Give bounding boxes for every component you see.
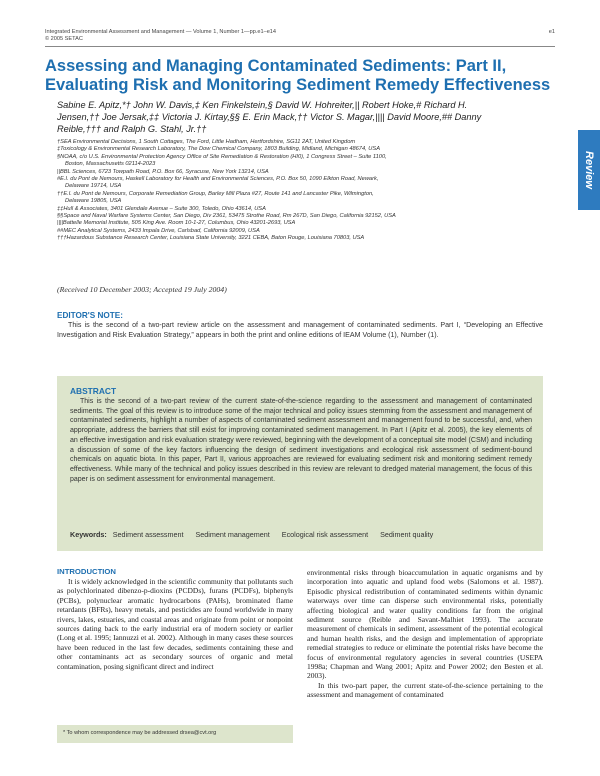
keyword: Ecological risk assessment — [281, 530, 369, 539]
keywords-label: Keywords: — [70, 530, 107, 539]
affiliation: †SEA Environmental Decisions, 1 South Cottages, The Ford, Little Hadham, Hertfordshire, SG11 2AT, United Kingdom — [57, 139, 356, 145]
abstract-heading: ABSTRACT — [70, 386, 117, 396]
body-column-right — [307, 568, 543, 700]
author-list — [57, 100, 537, 135]
affiliation: ||||Battelle Memorial Institute, 505 King Ave. Room 10-1-27, Columbus, Ohio 43201-2693, USA — [57, 220, 296, 227]
affiliation: ‡‡Hull & Associates, 3401 Glendale Avenue – Suite 300, Toledo, Ohio 43614, USA — [57, 205, 266, 212]
review-tab-label: Review — [583, 151, 595, 189]
editors-note-heading: EDITOR'S NOTE: — [57, 311, 123, 320]
affiliation-continued: Delaware 19805, USA — [65, 198, 122, 205]
intro-paragraph: In this two-part paper, the current state-of-the-science pertaining to the assessment and management of contaminated — [307, 680, 543, 700]
keyword: Sediment management — [195, 530, 270, 539]
affiliation: ‡Toxicology & Environmental Research Laboratory, The Dow Chemical Company, 1803 Building, Midland, Michigan 48674, USA — [57, 146, 380, 153]
affiliation: §§Space and Naval Warfare Systems Center, San Diego, Div 2361, 53475 Strothe Road, Rm 267D, San Diego, California 92152, USA — [57, 213, 396, 220]
keyword: Sediment quality — [380, 530, 434, 539]
journal-line: Integrated Environmental Assessment and Management — Volume 1, Number 1—pp.e1–e14 — [45, 29, 277, 35]
author-line-3: Reible,††† and Ralph G. Stahl, Jr.†† — [57, 123, 207, 134]
title-line-2: Evaluating Risk and Monitoring Sediment Remedy Effectiveness — [45, 76, 551, 94]
introduction-heading: INTRODUCTION — [57, 567, 116, 576]
author-line-2: Jensen,†† Joe Jersak,‡‡ Victoria J. Kirtay,§§ E. Erin Mack,†† Victor S. Magar,|||| David Moore,## Danny — [57, 111, 482, 122]
affiliation: §NOAA, c/o U.S. Environmental Protection Agency Office of Site Remediation & Restoration (HI0), 1 Congress Street – Suite 1100, — [57, 153, 387, 160]
body-column-left — [57, 577, 293, 671]
intro-paragraph: It is widely acknowledged in the scientific community that pollutants such as polychlorinated dibenzo-p-dioxins (PCDDs), furans (PCDFs), biphenyls (PCBs), polynuclear aromatic hydrocarbons (PAHs), brominated flame retardants (BFRs), heavy metals, and pesticides are found worldwide in many rivers, lakes, estuaries, and coastal areas and originate from point or nonpoint sources dating back to the early industrial era of modern society or earlier (Long et al. 1995; Iannuzzi et al. 2002). Although in many cases these sources have been reduced in the last few decades, sediments containing these and other contaminants act as secondary sources of organic and metal contamination, posing significant direct and indirect — [57, 577, 293, 671]
author-line-1: Sabine E. Apitz,*† John W. Davis,‡ Ken Finkelstein,§ David W. Hohreiter,|| Robert Hoke,# Richard H. — [57, 100, 468, 110]
affiliation-continued: Boston, Massachusetts 02114-2023 — [65, 161, 156, 168]
copyright: © 2005 SETAC — [45, 36, 83, 42]
keyword: Sediment assessment — [112, 530, 184, 539]
affiliation: ||BBL Sciences, 6723 Towpath Road, P.O. Box 66, Syracuse, New York 13214, USA — [57, 168, 269, 175]
keywords — [70, 530, 540, 539]
header-rule — [45, 46, 555, 47]
title-line-1: Assessing and Managing Contaminated Sediments: Part II, — [45, 57, 507, 75]
affiliations — [57, 139, 547, 243]
intro-paragraph: environmental risks through bioaccumulation in aquatic organisms and by incorporation into aquatic and upland food webs (Salomons et al. 1987). Episodic physical redistribution of contaminated sediments within dynamic waterways over time can disperse such environmental risks, potentially affecting biological and water quality conditions far from the original sediment source (Reible and Savant-Malhiet 1993). The accurate measurement of chemicals in sediment, assessment of the potential ecological and human health risks, and the design and implementation of appropriate remedial strategies to reduce or eliminate the potential risks have become the focus of environmental regulatory agencies in several countries (USEPA 1998a; Chapman and Wang 2001; Apitz and Power 2002; den Besten et al. 2003). — [307, 568, 543, 681]
article-title — [45, 57, 555, 95]
affiliation: #E.I. du Pont de Nemours, Haskell Laboratory for Health and Environmental Sciences, P.O. Box 50, 1090 Elkton Road, Newark, — [57, 176, 379, 183]
affiliation: ##MEC Analytical Systems, 2433 Impala Drive, Carlsbad, California 92009, USA — [57, 227, 260, 234]
correspondence-footnote: * To whom correspondence may be addressed drsea@cvt.org — [63, 730, 217, 736]
affiliation: ††E.I. du Pont de Nemours, Corporate Remediation Group, Barley Mill Plaza #27, Route 141 and Lancaster Pike, Wilmington, — [57, 190, 374, 197]
running-header — [45, 29, 555, 43]
review-side-tab — [578, 130, 600, 210]
abstract-text: This is the second of a two-part review of the current state-of-the-science regarding to the assessment and management of contaminated sediments. The goal of this review is to introduce some of the major technical and policy issues stemming from the assessment and management of contaminated sediments, highlight a number of aspects of contaminated sediment assessment and management found to be successful, and, when appropriate, address the barriers that still exist for improving contaminated sediment management. In Part I (Apitz et al. 2005), the key elements of an effective investigation and risk evaluation strategy were reviewed, beginning with the development of a conceptual site model (CSM) and including a discussion of some of the key factors influencing the design of sediment investigations and ecological risk assessment of sediment-bound chemicals on aquatic biota. In this paper, Part II, various approaches are reviewed for evaluating sediment risk and monitoring sediment remedy effectiveness. While many of the technical and policy issues described in this review are relevant to dredged material management, the focus of this paper is on sediment assessment for environmental management. — [70, 398, 532, 483]
affiliation-continued: Delaware 19714, USA — [65, 183, 122, 190]
editors-note-text: This is the second of a two-part review article on the assessment and management of contaminated sediments. Part I, “Developing an Effective Investigation and Risk Evaluation Strategy,” appears in both the print and online editions of IEAM Volume (1), Number (1). — [57, 321, 543, 339]
received-dates: (Received 10 December 2003; Accepted 19 July 2004) — [57, 285, 227, 294]
page-number: e1 — [548, 29, 555, 35]
affiliation: †††Hazardous Substance Research Center, Louisiana State University, 3221 CEBA, Baton Rouge, Louisiana 70803, USA — [57, 235, 365, 242]
